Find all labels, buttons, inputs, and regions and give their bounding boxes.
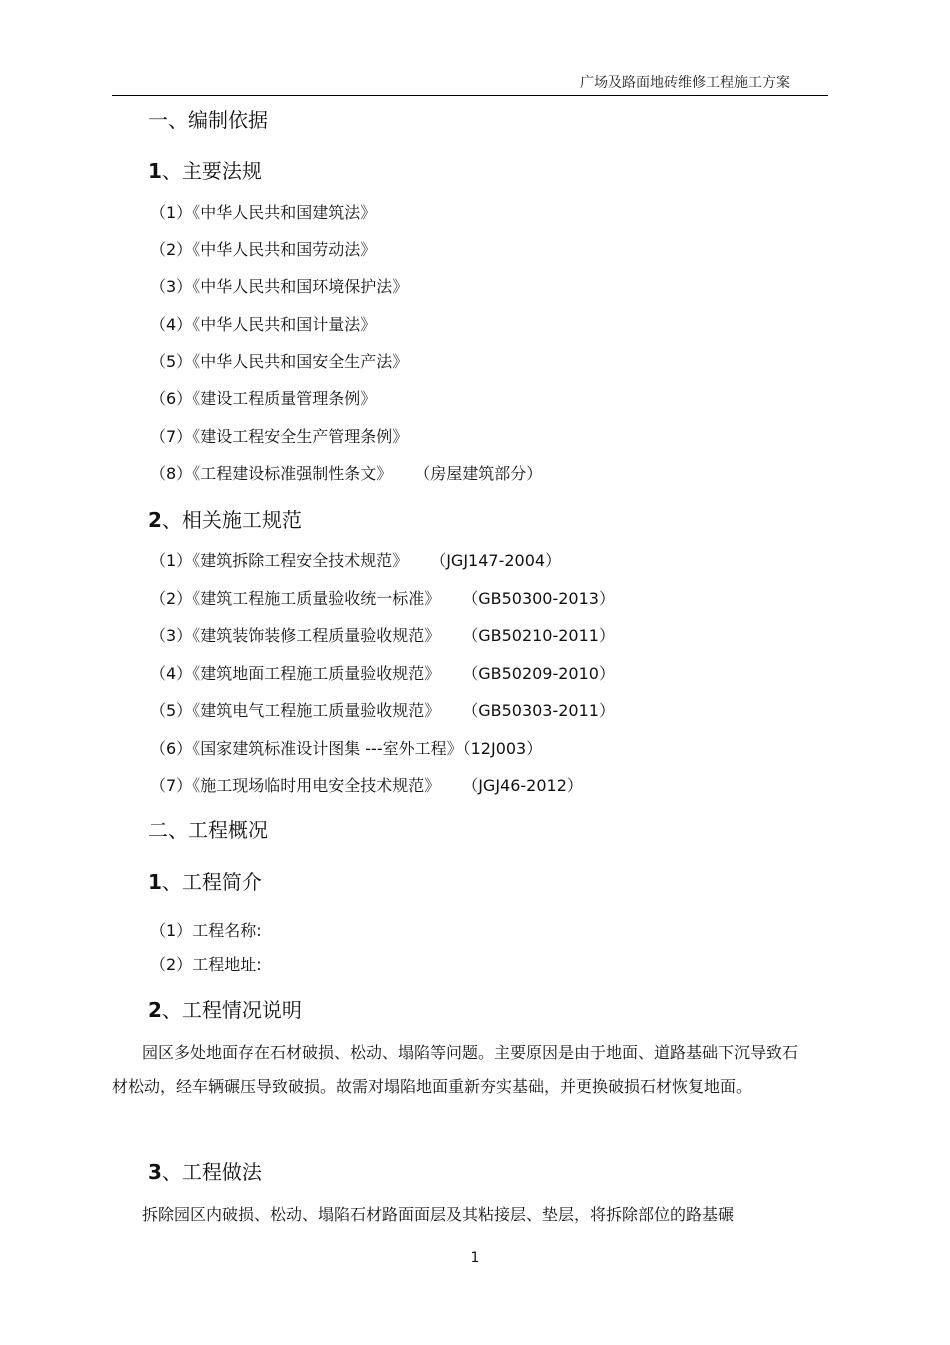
body-paragraph: 园区多处地面存在石材破损、松动、塌陷等问题。主要原因是由于地面、道路基础下沉导致石材松动，经车辆碾压导致破损。故需对塌陷地面重新夯实基础，并更换破损石材恢复地面。: [112, 1043, 799, 1096]
body-paragraph: 拆除园区内破损、松动、塌陷石材路面面层及其粘接层、垫层，将拆除部位的路基碾: [142, 1205, 735, 1224]
subsection-title: 、工程情况说明: [161, 998, 302, 1022]
list-item: （6）《建设工程质量管理条例》: [150, 389, 377, 408]
list-item: （2）工程地址:: [150, 955, 262, 974]
list-item: （5）《建筑电气工程施工质量验收规范》 （GB50303-2011）: [150, 701, 615, 720]
list-item-code: （JGJ46-2012）: [462, 776, 583, 795]
subsection-heading: [148, 507, 302, 533]
list-item: （3）《建筑装饰装修工程质量验收规范》 （GB50210-2011）: [150, 626, 615, 645]
subsection-title: 、相关施工规范: [161, 508, 302, 532]
list-item: （2）《建筑工程施工质量验收统一标准》 （GB50300-2013）: [150, 589, 615, 608]
list-item-code: （GB50303-2011）: [462, 701, 615, 720]
section-heading: 二、工程概况: [148, 818, 268, 842]
list-item: （1）《建筑拆除工程安全技术规范》 （JGJ147-2004）: [150, 551, 562, 570]
header-rule: [112, 95, 828, 96]
subsection-heading: [148, 997, 302, 1023]
list-item: （7）《建设工程安全生产管理条例》: [150, 427, 409, 446]
list-item-code: （12J003）: [462, 739, 543, 758]
list-item: （4）《中华人民共和国计量法》: [150, 315, 377, 334]
subsection-heading: [148, 158, 262, 184]
list-item: （4）《建筑地面工程施工质量验收规范》 （GB50209-2010）: [150, 664, 615, 683]
list-item: （8）《工程建设标准强制性条文》 （房屋建筑部分）: [150, 464, 543, 483]
subsection-title: 、主要法规: [161, 159, 262, 183]
list-item: （3）《中华人民共和国环境保护法》: [150, 277, 409, 296]
subsection-number: 2: [148, 998, 162, 1022]
list-item: （1）《中华人民共和国建筑法》: [150, 203, 377, 222]
subsection-number: 3: [148, 1160, 162, 1184]
subsection-title: 、工程简介: [161, 870, 262, 894]
list-item-code: （GB50209-2010）: [462, 664, 615, 683]
list-item: （6）《国家建筑标准设计图集 ---室外工程》（12J003）: [150, 739, 543, 758]
list-item: （1）工程名称:: [150, 921, 262, 940]
page-header-title: 广场及路面地砖维修工程施工方案: [580, 75, 790, 91]
list-item: （2）《中华人民共和国劳动法》: [150, 240, 377, 259]
subsection-number: 2: [148, 508, 162, 532]
list-item: （5）《中华人民共和国安全生产法》: [150, 352, 409, 371]
subsection-title: 、工程做法: [161, 1160, 262, 1184]
list-item-code: （GB50300-2013）: [462, 589, 615, 608]
subsection-number: 1: [148, 870, 162, 894]
subsection-number: 1: [148, 159, 162, 183]
list-item-code: （GB50210-2011）: [462, 626, 615, 645]
page-number: 1: [470, 1250, 480, 1266]
section-heading: 一、编制依据: [148, 108, 268, 132]
list-item-code: （JGJ147-2004）: [430, 551, 562, 570]
subsection-heading: [148, 869, 262, 895]
list-item: （7）《施工现场临时用电安全技术规范》 （JGJ46-2012）: [150, 776, 583, 795]
subsection-heading: [148, 1159, 262, 1185]
list-item-code: （房屋建筑部分）: [414, 464, 543, 483]
